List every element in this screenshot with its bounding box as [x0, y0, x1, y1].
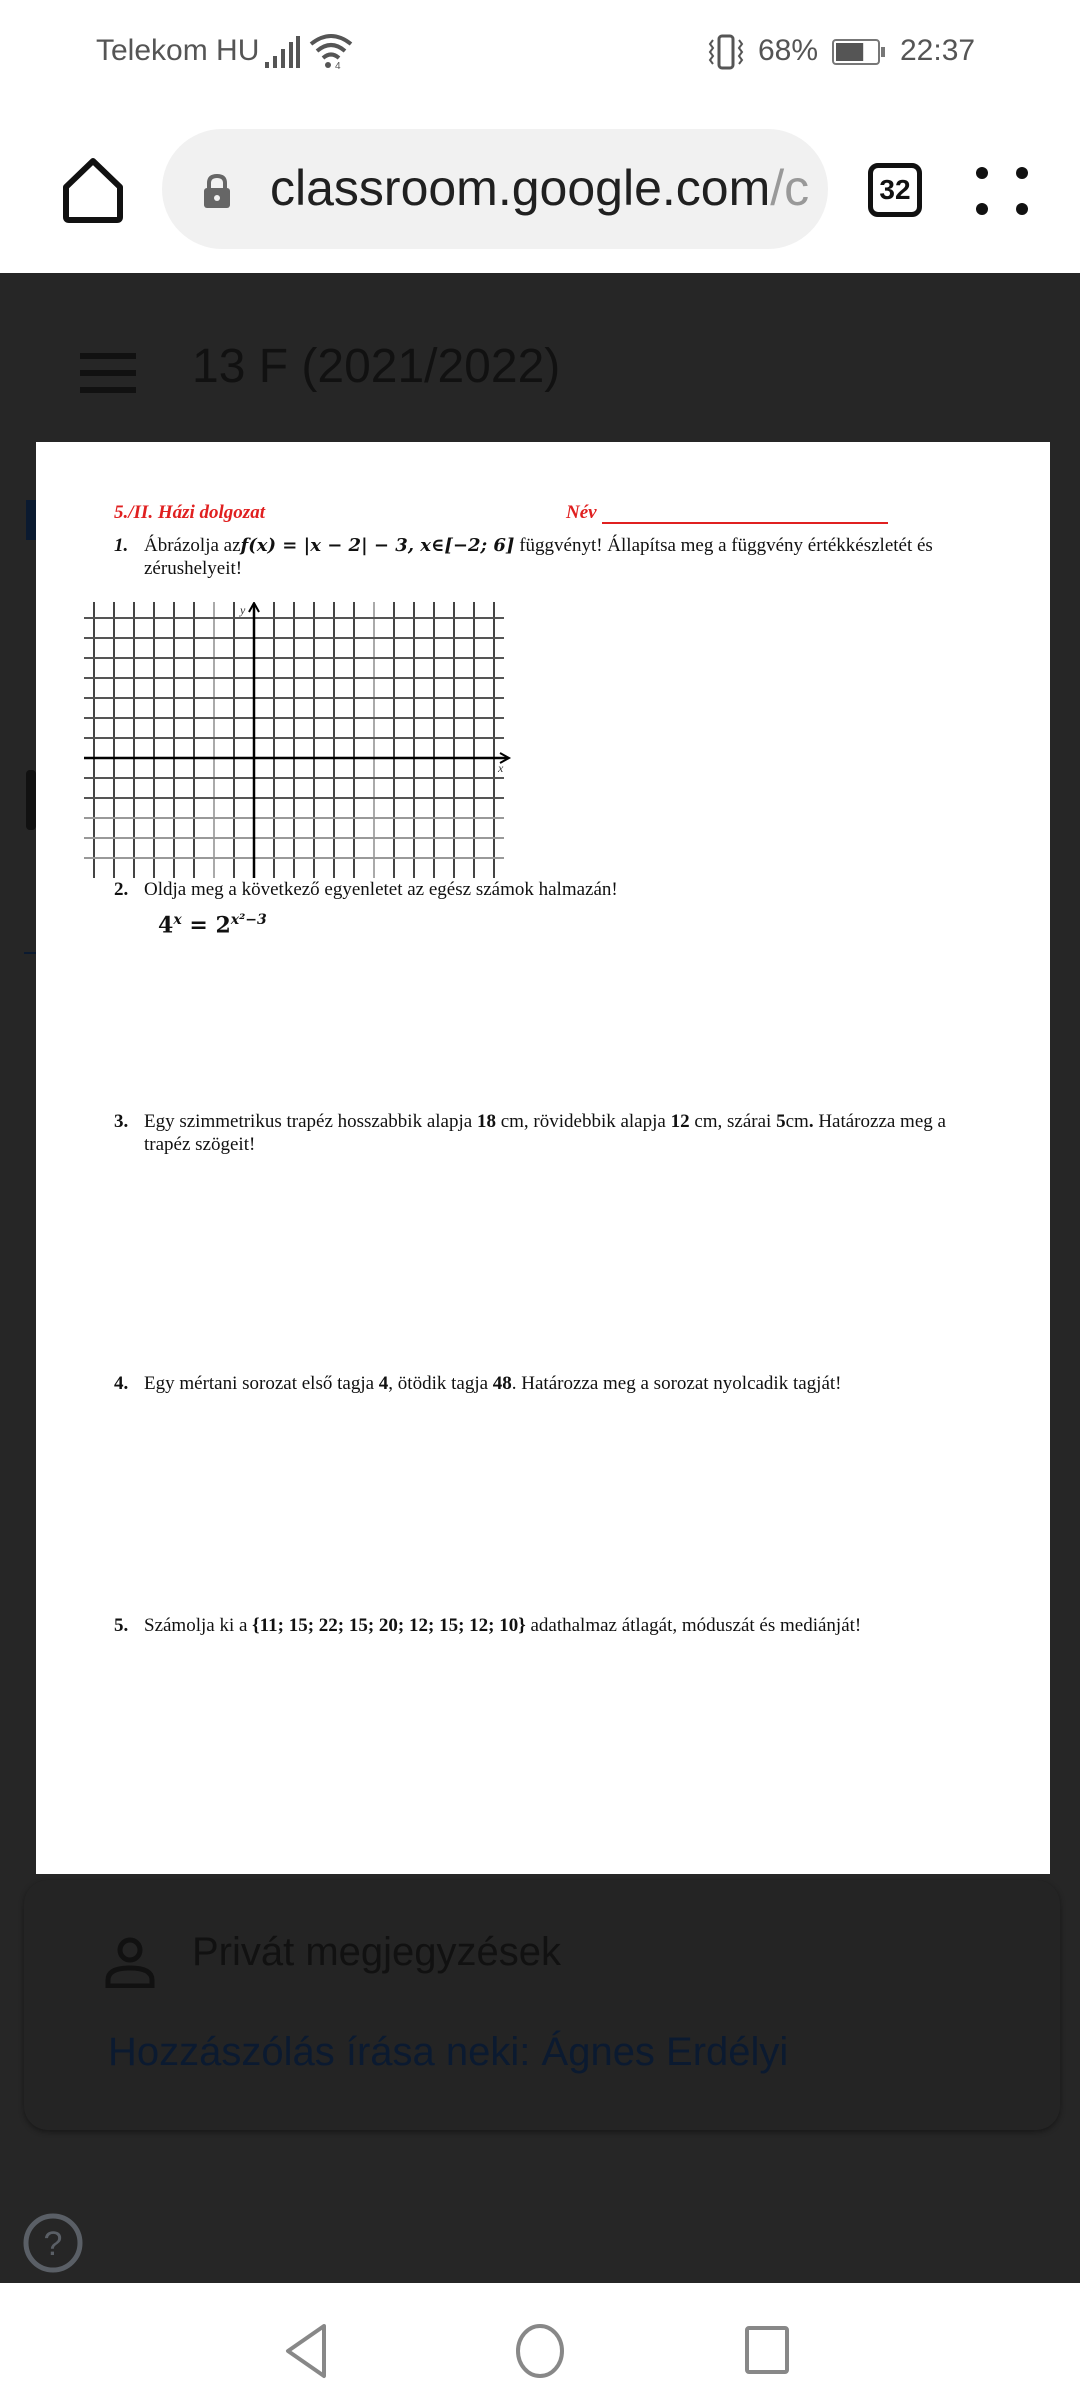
private-notes-label: Privát megjegyzések [192, 1930, 562, 1974]
coordinate-grid [84, 602, 514, 878]
question-text: Számolja ki a [144, 1615, 253, 1636]
exponential-equation [158, 912, 267, 938]
battery-percent: 68% [758, 34, 819, 67]
status-bar [0, 0, 1080, 105]
question-1 [114, 534, 1014, 580]
url-text [270, 159, 809, 217]
vibrate-icon [708, 34, 744, 70]
value-short-base: 12 [670, 1111, 690, 1132]
home-icon[interactable] [62, 157, 124, 223]
question-number: 2. [114, 879, 129, 900]
back-icon[interactable] [284, 2323, 328, 2379]
system-nav-bar [0, 2283, 1080, 2400]
private-notes-card [24, 1880, 1060, 2130]
question-text: . Határozza meg a sorozat nyolcadik tagját! [511, 1373, 842, 1394]
svg-text:4: 4 [335, 61, 341, 70]
svg-text:?: ? [43, 2225, 63, 2263]
question-5 [114, 1614, 1014, 1637]
question-text-continued: trapéz szögeit! [144, 1134, 256, 1155]
document-title: 5./II. Házi dolgozat [114, 502, 265, 523]
browser-toolbar [0, 105, 1080, 273]
hamburger-menu-icon[interactable] [80, 353, 136, 393]
y-axis-label: y [240, 603, 246, 617]
url-bar[interactable] [162, 129, 828, 249]
eq-rhs-base: 2 [215, 912, 231, 939]
eq-rhs-exponent: x²−3 [230, 912, 267, 928]
name-underline [602, 522, 888, 524]
tab-switcher-button[interactable]: 32 [868, 163, 922, 217]
eq-lhs-exponent: x [173, 912, 182, 928]
question-4 [114, 1372, 1014, 1395]
question-text: Ábrázolja az [144, 535, 241, 556]
question-text: cm [785, 1111, 809, 1132]
question-3 [114, 1110, 1014, 1156]
x-axis-label: x [498, 761, 504, 775]
recents-icon[interactable] [744, 2325, 790, 2375]
battery-icon [832, 38, 886, 66]
app-header [0, 273, 1080, 443]
eq-equals: = [181, 912, 216, 939]
question-2 [114, 878, 1014, 901]
person-icon [104, 1936, 156, 1988]
question-text: cm, szárai [689, 1111, 777, 1132]
question-text: Egy szimmetrikus trapéz hosszabbik alapja [144, 1111, 477, 1132]
value-first-term: 4 [378, 1373, 389, 1394]
value-long-base: 18 [476, 1111, 496, 1132]
function-formula: f(x) = |x − 2| − 3, x∈[−2; 6] [240, 535, 515, 556]
question-text: , ötödik tagja [388, 1373, 493, 1394]
course-title: 13 F (2021/2022) [192, 340, 561, 393]
eq-lhs-base: 4 [158, 912, 174, 939]
home-circle-icon[interactable] [514, 2323, 566, 2379]
carrier-name: Telekom HU [96, 34, 260, 67]
question-number: 4. [114, 1373, 129, 1394]
question-number: 5. [114, 1615, 129, 1636]
question-text: adathalmaz átlagát, móduszát és mediánját! [525, 1615, 862, 1636]
name-label: Név [566, 502, 597, 523]
question-text: függvényt! Állapítsa meg a függvény értékkészletét és [514, 535, 933, 556]
data-set: {11; 15; 22; 15; 20; 12; 15; 12; 10} [252, 1615, 526, 1636]
clock: 22:37 [900, 34, 976, 67]
question-text: . [808, 1111, 814, 1132]
wifi-icon [308, 32, 354, 70]
add-comment-link[interactable]: Hozzászólás írása neki: Ágnes Erdélyi [108, 2030, 789, 2074]
question-text: cm, rövidebbik alapja [495, 1111, 671, 1132]
url-path: /c [770, 160, 810, 216]
value-fifth-term: 48 [492, 1373, 512, 1394]
question-number: 3. [114, 1111, 129, 1132]
question-text-continued: zérushelyeit! [144, 558, 243, 579]
value-legs: 5 [776, 1111, 786, 1132]
lock-icon [202, 173, 232, 209]
help-icon[interactable] [22, 2212, 84, 2274]
menu-dots-icon[interactable] [974, 165, 1030, 217]
signal-icon [264, 36, 300, 68]
question-number: 1. [114, 535, 129, 556]
background-content [0, 440, 36, 1840]
question-text: Egy mértani sorozat első tagja [144, 1373, 379, 1394]
document-preview[interactable] [36, 442, 1050, 1874]
question-text: Határozza meg a [813, 1111, 946, 1132]
url-domain: classroom.google.com [270, 160, 771, 216]
question-text: Oldja meg a következő egyenletet az egész számok halmazán! [144, 879, 618, 900]
